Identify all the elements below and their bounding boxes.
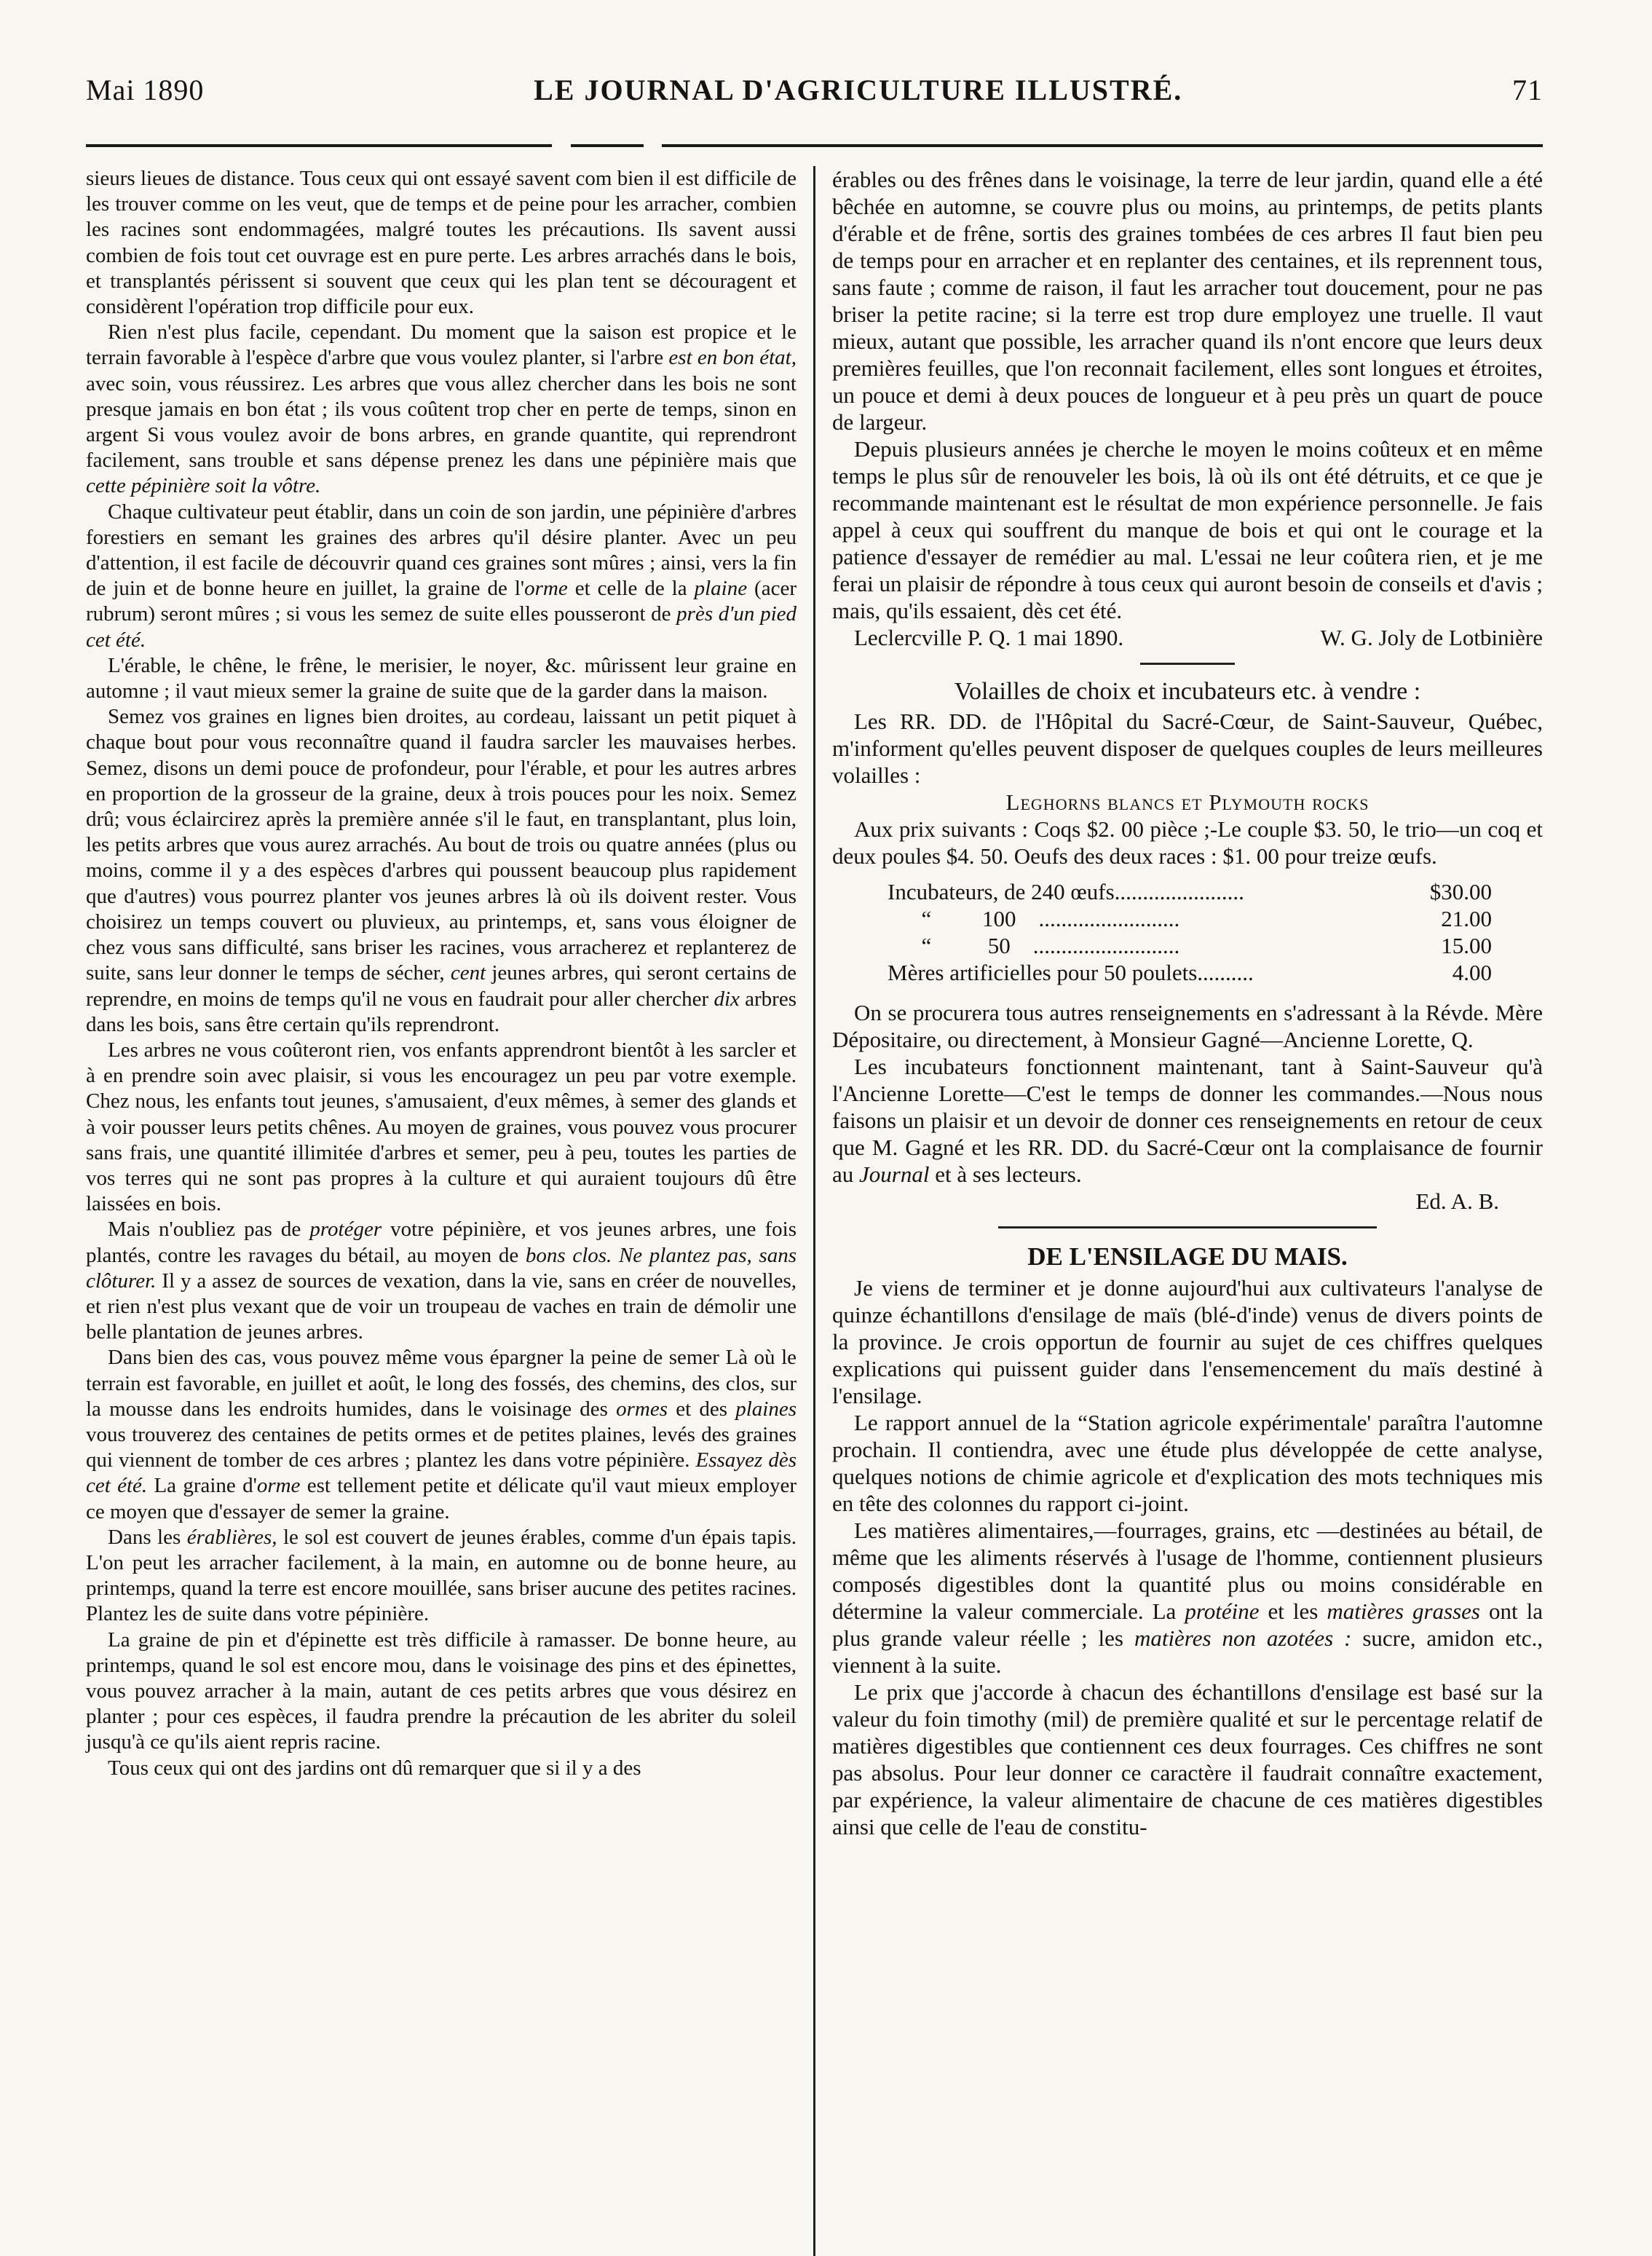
signature-line bbox=[832, 624, 1543, 651]
paragraph: Depuis plusieurs années je cherche le moyen le moins coûteux et en même temps le plus sûr de renouveler les bois, là où ils ont été détruits, et ce que je recommande maintenant est le résultat de mon expérience personnelle. Je fais appel à ceux qui souffrent du manque de bois et qui ont le courage et la patience d'essayer de remédier au mal. L'essai ne leur coûtera rien, et je me ferai un plaisir de répondre à tous ceux qui auront besoin de conseils et d'avis ; mais, qu'ils essaient, dès cet été. bbox=[832, 436, 1543, 623]
column-divider bbox=[813, 166, 815, 2256]
running-head bbox=[86, 73, 1543, 124]
paragraph: Mais n'oubliez pas de protéger votre pépinière, et vos jeunes arbres, une fois plantés, contre les ravages du bétail, au moyen de bons clos. Ne plantez pas, sans clôturer. Il y a assez de sources de vexation, dans la vie, sans en créer de nouvelles, et rien n'est plus vexant que de voir un troupeau de vaches en train de démolir une belle plantation de jeunes arbres. bbox=[86, 1218, 797, 1344]
paragraph: Les arbres ne vous coûteront rien, vos enfants apprendront bientôt à les sarcler et à en prendre soin avec plaisir, si vous les encouragez un peu par votre exemple. Chez nous, les enfants tout jeunes, s'amusaient, d'eux mêmes, à semer des glands et à voir pousser leurs petits chênes. Au moyen de graines, vous pouvez vous procurer sans frais, une quantité illimitée d'arbres et semer, peu à peu, toutes les parties de vos terres qui ne sont pas propres à la culture et qui auraient toujours dû être laissées en bois. bbox=[86, 1038, 797, 1216]
price-list bbox=[888, 878, 1492, 986]
price-row bbox=[888, 905, 1492, 932]
price-label: Incubateurs, de 240 œufs....................... bbox=[888, 879, 1244, 904]
price-row bbox=[888, 932, 1492, 959]
page-number: 71 bbox=[1511, 74, 1543, 106]
price-row bbox=[888, 959, 1492, 986]
paragraph: Le rapport annuel de la “Station agricole expérimentale' paraîtra l'automne prochain. Il contiendra, avec une étude plus développée de cette analyse, quelques notions de chimie agricole et d'explication des mots techniques mis en tête des colonnes du rapport ci-joint. bbox=[832, 1410, 1543, 1516]
ad-signature-line bbox=[832, 1188, 1543, 1215]
section-title: DE L'ENSILAGE DU MAIS. bbox=[1027, 1242, 1348, 1271]
paragraph: Tous ceux qui ont des jardins ont dû remarquer que si il y a des bbox=[108, 1756, 641, 1780]
header-rules bbox=[86, 144, 1543, 147]
price-amount: 15.00 bbox=[1441, 933, 1492, 958]
paragraph: Les RR. DD. de l'Hôpital du Sacré-Cœur, de Saint-Sauveur, Québec, m'informent qu'elles peuvent disposer de quelques couples de leurs meilleures volailles : bbox=[832, 709, 1543, 788]
section-rule bbox=[998, 1226, 1377, 1228]
price-amount: 21.00 bbox=[1441, 906, 1492, 931]
paragraph: Dans les érablières, le sol est couvert de jeunes érables, comme d'un épais tapis. L'on peut les arracher facilement, à la main, en automne ou de bonne heure, au printemps, quand la terre est encore mouillée, sans briser aucune des petites racines. Plantez les de suite dans votre pépinière. bbox=[86, 1525, 797, 1626]
paragraph: érables ou des frênes dans le voisinage, la terre de leur jardin, quand elle a été bêchée en automne, se couvre plus ou moins, au printemps, de petits plants d'érable et de frêne, sortis des graines tombées de ces arbres Il faut bien peu de temps pour en arracher et en replanter des centaines, et ils reprennent tous, sans faute ; comme de raison, il faut les arracher tout doucement, pour ne pas briser la petite racine; si la terre est trop dure employez une truelle. Il vaut mieux, autant que possible, les arracher quand ils n'ont encore que leurs deux premières feuilles, que l'on reconnait facilement, elles sont longues et étroites, un pouce et demi à deux pouces de longueur et à peu près un quart de pouce de largeur. bbox=[832, 167, 1543, 435]
right-column bbox=[832, 166, 1543, 2256]
price-row bbox=[888, 878, 1492, 905]
paragraph: Chaque cultivateur peut établir, dans un coin de son jardin, une pépinière d'arbres forestiers en semant les graines des arbres qu'il désire planter. Avec un peu d'attention, il est facile de découvrir quand ces graines sont mûres ; ainsi, vers la fin de juin et de bonne heure en juillet, la graine de l'orme et celle de la plaine (acer rubrum) seront mûres ; si vous les semez de suite elles pousseront de près d'un pied cet été. bbox=[86, 500, 797, 652]
ad-title: Volailles de choix et incubateurs etc. à vendre : bbox=[954, 678, 1421, 705]
paragraph: La graine de pin et d'épinette est très difficile à ramasser. De bonne heure, au printemps, quand le sol est encore mou, dans le voisinage des pins et des épinettes, vous pouvez arracher à la main, autant de ces petits arbres que vous désirez en planter ; pour ces espèces, il faudra prendre la précaution de les abriter du soleil jusqu'à ce qu'ils aient repris racine. bbox=[86, 1628, 797, 1754]
issue-date: Mai 1890 bbox=[86, 74, 205, 106]
paragraph: L'érable, le chêne, le frêne, le merisier, le noyer, &c. mûrissent leur graine en automne ; il vaut mieux semer la graine de suite que de la garder dans la maison. bbox=[86, 653, 797, 703]
journal-title: LE JOURNAL D'AGRICULTURE ILLUSTRÉ. bbox=[534, 74, 1183, 106]
paragraph: Dans bien des cas, vous pouvez même vous épargner la peine de semer Là où le terrain est favorable, en juillet et août, le long des fossés, des chemins, des clos, sur la mousse dans les endroits humides, dans le voisinage des ormes et des plaines vous trouverez des centaines de petits ormes et de petites plaines, levés des graines qui viennent de tomber de ces arbres ; plantez les dans votre pépinière. Essayez dès cet été. La graine d'orme est tellement petite et délicate qu'il vaut mieux employer ce moyen que d'essayer de semer la graine. bbox=[86, 1346, 797, 1523]
price-label: Mères artificielles pour 50 poulets.......... bbox=[888, 960, 1254, 985]
separator-rule bbox=[1140, 663, 1235, 665]
price-label: “ 50 .......................... bbox=[888, 933, 1180, 958]
paragraph: On se procurera tous autres renseignements en s'adressant à la Révde. Mère Dépositaire, ou directement, à Monsieur Gagné—Ancienne Lorette, Q. bbox=[832, 1000, 1543, 1052]
paragraph: Les matières alimentaires,—fourrages, grains, etc —destinées au bétail, de même que les aliments réservés à l'usage de l'homme, contiennent plusieurs composés digestibles dont la quantité plus ou moins considérable en détermine la valeur commerciale. La protéine et les matières grasses ont la plus grande valeur réelle ; les matières non azotées : sucre, amidon etc., viennent à la suite. bbox=[832, 1518, 1543, 1678]
header-rule-right bbox=[662, 144, 1543, 147]
header-rule-left bbox=[86, 144, 552, 147]
text-columns bbox=[86, 166, 1543, 2256]
breed-names: Leghorns blancs et Plymouth rocks bbox=[1005, 789, 1370, 815]
price-label: “ 100 ......................... bbox=[888, 906, 1180, 931]
price-amount: 4.00 bbox=[1452, 960, 1492, 985]
signature-name: W. G. Joly de Lotbinière bbox=[1320, 625, 1543, 650]
paragraph: Les incubateurs fonctionnent maintenant, tant à Saint-Sauveur qu'à l'Ancienne Lorette—C'est le temps de donner les commandes.—Nous nous faisons un plaisir et un devoir de donner ces renseignements en retour de ceux que M. Gagné et les RR. DD. du Sacré-Cœur ont la complaisance de fournir au Journal et à ses lecteurs. bbox=[832, 1054, 1543, 1187]
price-amount: $30.00 bbox=[1429, 879, 1492, 904]
paragraph: Semez vos graines en lignes bien droites, au cordeau, laissant un petit piquet à chaque bout pour vous reconnaître quand il faudra sarcler les mauvaises herbes. Semez, disons un demi pouce de profondeur, pour l'érable, et pour les autres arbres en proportion de la grosseur de la graine, deux à trois pouces pour les noix. Semez drû; vous éclaircirez après la première année s'il le faut, en transplantant, plus loin, les petits arbres que vous aurez arrachés. Au bout de trois ou quatre années (plus ou moins, comme il y a des espèces d'arbres qui poussent beaucoup plus rapidement que d'autres) vous pourrez planter vos jeunes arbres là où ils doivent rester. Vous choisirez un temps couvert ou pluvieux, au printemps, et, sans vous éloigner de chez vous sans difficulté, sans briser les racines, vous arracherez et replanterez de suite, sans leur donner le temps de sécher, cent jeunes arbres, qui seront certains de reprendre, en moins de temps qu'il ne vous en faudrait pour aller chercher dix arbres dans les bois, sans être certain qu'ils reprendront. bbox=[86, 705, 797, 1036]
paragraph: sieurs lieues de distance. Tous ceux qui ont essayé savent com bien il est difficile de les trouver comme on les veut, que de temps et de peine pour les arracher, combien les racines sont endommagées, malgré toutes les précautions. Ils savent aussi combien de fois tout cet ouvrage est en pure perte. Les arbres arrachés dans le bois, et transplantés périssent si souvent que ceux qui les plan tent se découragent et considèrent l'opération trop difficile pour eux. bbox=[86, 167, 797, 319]
signature-place-date: Leclercville P. Q. 1 mai 1890. bbox=[854, 625, 1124, 650]
paragraph: Je viens de terminer et je donne aujourd'hui aux cultivateurs l'analyse de quinze échantillons d'ensilage de maïs (blé-d'inde) venus de divers points de la province. Je crois opportun de fournir au sujet de ces chiffres quelques explications qui puissent guider dans l'ensemencement du maïs destiné à l'ensilage. bbox=[832, 1275, 1543, 1408]
paragraph: Aux prix suivants : Coqs $2. 00 pièce ;-Le couple $3. 50, le trio—un coq et deux poules $4. 50. Oeufs des deux races : $1. 00 pour treize œufs. bbox=[832, 816, 1543, 869]
header-rule-middle bbox=[571, 144, 644, 147]
paragraph: Le prix que j'accorde à chacun des échantillons d'ensilage est basé sur la valeur du foin timothy (mil) de première qualité et sur le percentage relatif de matières digestibles que contiennent ces deux fourrages. Ces chiffres ne sont pas absolus. Pour leur donner ce caractère il faudrait connaître exactement, par expérience, la valeur alimentaire de chacune de ces matières digestibles ainsi que celle de l'eau de constitu- bbox=[832, 1679, 1543, 1839]
left-column bbox=[86, 166, 797, 2256]
ad-signature: Ed. A. B. bbox=[1415, 1188, 1499, 1214]
paragraph: Rien n'est plus facile, cependant. Du moment que la saison est propice et le terrain favorable à l'espèce d'arbre que vous voulez planter, si l'arbre est en bon état, avec soin, vous réussirez. Les arbres que vous allez chercher dans les bois ne sont presque jamais en bon état ; ils vous coûtent trop cher en perte de temps, sinon en argent Si vous voulez avoir de bons arbres, en grande quantite, qui reprendront facilement, sans trouble et sans dépense prenez les dans une pépinière mais que cette pépinière soit la vôtre. bbox=[86, 320, 797, 498]
